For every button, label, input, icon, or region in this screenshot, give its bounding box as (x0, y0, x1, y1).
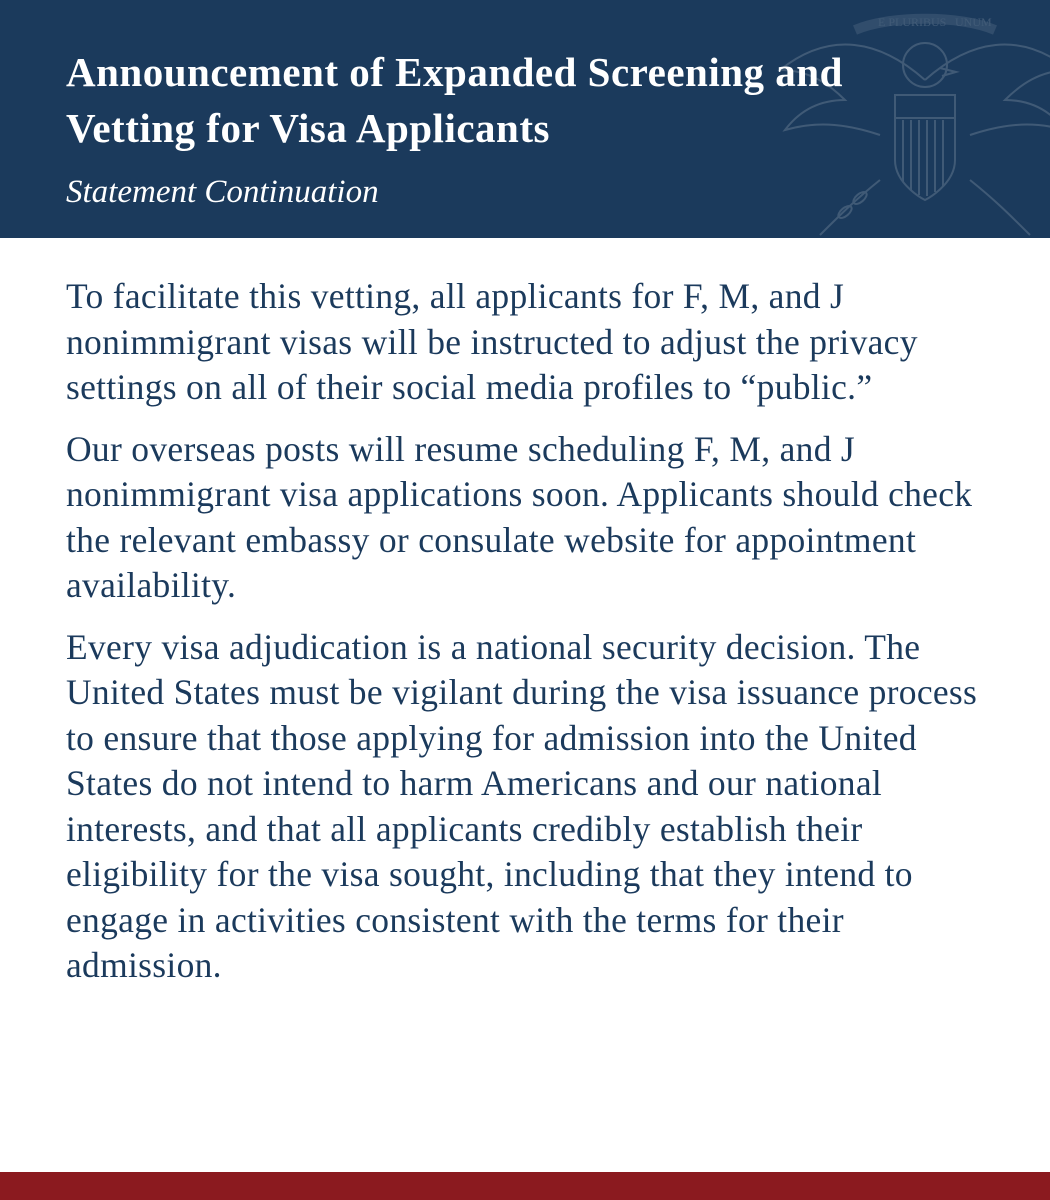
seal-motto-left: E PLURIBUS (878, 15, 947, 29)
statement-body (66, 274, 986, 1005)
footer-bar (0, 1172, 1050, 1200)
paragraph-national-security: Every visa adjudication is a national security decision. The United States must be vigilant during the visa issuance process to ensure that those applying for admission into the United States do not intend to harm Americans and our national interests, and that all applicants credibly establish their eligibility for the visa sought, including that they intend to engage in activities consistent with the terms for their admission. (66, 626, 978, 985)
paragraph-scheduling: Our overseas posts will resume scheduling F, M, and J nonimmigrant visa applications soon. Applicants should check the relevant embassy or consulate website for appointment availability. (66, 428, 973, 605)
page-title: Announcement of Expanded Screening and Vetting for Visa Applicants (66, 49, 843, 151)
seal-motto-right: UNUM (955, 15, 992, 29)
page-subtitle: Statement Continuation (66, 174, 379, 210)
header-banner (0, 0, 1050, 238)
paragraph-vetting: To facilitate this vetting, all applicants for F, M, and J nonimmigrant visas will be instructed to adjust the privacy settings on all of their social media profiles to “public.” (66, 276, 918, 407)
